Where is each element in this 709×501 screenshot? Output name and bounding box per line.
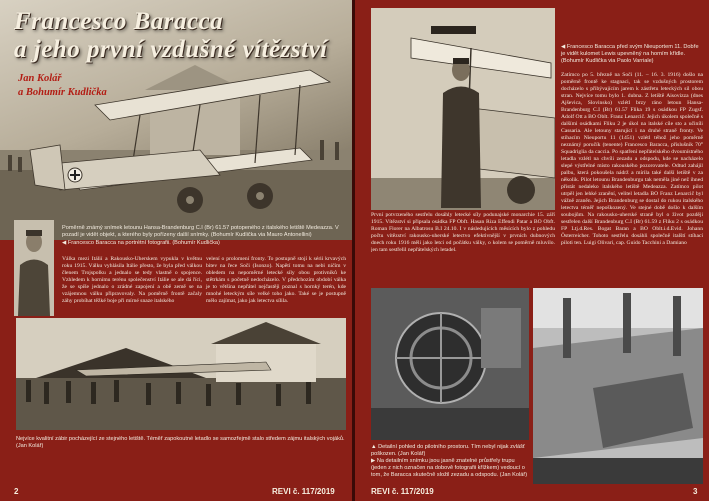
cockpit-caption: ▲ Detailní pohled do pilotního prostoru. Tím nebyl nijak zvlášť poškozen. (Jan Kolář) ▶ Na detailním snímku jsou jasně znatelné průstřely trupu (jeden z nich označen na dobově fotografii křížkem) vedoucí o tom, že Baracca skutečně složil zezadu a odspodu. (Jan Kolář) — [371, 444, 528, 478]
airfield-photo — [16, 318, 346, 430]
pilot-scene — [371, 8, 555, 210]
right-body-mid: První potvrzeného sestřelu dosáhly letecké síly podunajské monarchie 15. září 1915. Vítězství si připsala osádka FP Obft. Hasan Riza Effendi Patar a BO Obft. Roman Florer na Albatrosu B.I 24.10. I v následujících měsících bylo z pohledu počtu vítězství rakousko-uherské letectvo efektivnější v prvních dubnových dnech roku 1916 měli jako letci od počátku války, o kolem se poměrně mluvilo. jen tam sestřelil nepřátelských letadel. — [371, 212, 555, 253]
page-number-right: 3 — [693, 487, 698, 496]
article-title-line1: Francesco Baracca — [14, 8, 224, 35]
cockpit-detail-photo — [371, 288, 529, 440]
cockpit-scene — [371, 288, 529, 440]
right-page — [355, 0, 709, 501]
airfield-caption: Nejvíce kvalitní zábir pocházející ze stejného letiště. Téměř zapokoutné letadlo se samozřejmě stalo středem zájmu italských vojáků. (Jan Kolář) — [16, 436, 345, 449]
hero-photo-caption: Poměrně známý snímek letounu Hansa-Brandenburg C.I (Br) 61.57 potopeného z italského letiště Medeazza. V pozadí je vidět objekt, a kterého byly pořízeny další snímky. (Bohumír Kudlička via Mauro Antonellini) — [62, 225, 339, 238]
portrait-caption: ◀ Francesco Baracca na portrétní fotografii. (Bohumír Kudlička) — [62, 240, 220, 246]
pilot-caption: ◀ Francesco Baracca před svým Nieuportem 11. Dobře je vidět kulomet Lewis upevněný na horním křídle. (Bohumír Kudlička via Paolo Varriale) — [561, 44, 699, 64]
fuselage-scene — [533, 288, 703, 484]
page-number-left: 2 — [14, 487, 19, 496]
fuselage-detail-photo — [533, 288, 703, 484]
article-title-line2: a jeho první vzdušné vítězství — [14, 36, 328, 63]
airfield-scene — [16, 318, 346, 430]
author-2: a Bohumír Kudlička — [18, 87, 107, 98]
portrait-photo-baracca — [14, 220, 54, 316]
magazine-issue-left: REVI č. 117/2019 — [272, 487, 335, 496]
left-body-column-2: velení o prolomení fronty. To postupně stojí k sérii krvavých bitev na řece Soči (Isonzo). Napětí tomu na nebi ničím v obledem na nepoměrné letecké síly obou protivníků ke stětrkám s početně nedocházelo. V předchozím období válka je to většina nepřátel nejčastěji poznal s hornký terén, kde mnohé leteckým síle velké toho jako. Také se je postupně mělo zajímat, jako jak letectva sílila. — [206, 256, 346, 304]
author-1: Jan Kolář — [18, 73, 62, 84]
magazine-issue-right: REVI č. 117/2019 — [371, 487, 434, 496]
pilot-nieuport-photo — [371, 8, 555, 210]
left-body-column-1: Válka mezi Itálií a Rakousko-Uherskem vypukla v květnu roku 1915. Válku vyhlásila Itálie přesto, že byla před válkou členem Trojspolku a jednalo se tedy vlastně o spojence. Vzhledem k hornímu terénu společenství Itálie se ale dá říci, že se spíše jednalo o zrádné zapojení a obě země se na vzájemnou válku připravovaly. Na poměrně frontě začaly záhy probíhat těžké boje při mírné snaze italského — [62, 256, 202, 304]
right-body-column: Zatímco po 5. březně na Soči (11. – 16. 3. 1916) došlo na poměrně frontě ke stagnaci, tak se vzdušných prostorem docházelo s přibývajícím jarem k zástřetu leteckých sil obou stran. Nejvíce tomu bylo 1. dubna. Z letiště Aisovizza (dnes Ajševica, Slovinsko) vzlétl brzy ráno letoun Hansa-Brandenburg C.I (Br) 61.57 Flika 19 s osádkou FP Zugsf. Adolf Ott a BO Oblt. Franz Lenarcič. Jejich úkolem společně s dalšími osádkami Fliku 2 je úkol na italské cíle sto a učiníli Cassaria. Ale letouny starující i na druhé straně fronty. Ve stíhacím Nieuportu 11 (1451) vzlétl téhož jeho poměrně neznámý poručík (tenente) Francesco Baracca, příslušník 70° Squadriglia da caccia. Po spatření nepřátelského dvoumístného letadla vzlétl na chvíli zezadu a odspodu, kde se nacházelo slepé výstřelné místo rakouského pozorovatele. Odtud zahájil palbu, která pokoušela nádrž a mírila také další letiště v za několik. Pilot letounu Brandenburgu tak neměla jiné než ihned přistát nedaleko italského letiště Medeazza. Zatímco pilot utrpěl jen lehké zranění, velitel letadla BO Franz Lenarcič byl vážně zraněn. Jejich Brandenburg se dostal do rukou italského letectva téměř nepoškozený. Ve stejné době došlo k dalším soubojům. Na rakousko-uherské straně byl o život později sestřelen další Brandenburg C.I (Br) 61.59 z Fliku 2 s osádkou FP Ltj.d.Res. Bogat Baran a BO Oblt.i.d.Evid. Johann Österreicher. Tohoto sestřelu dosáhli společně italští stíhací piloti ten. Luigi Olivari, cap. Guido Tacchini a Damiano — [561, 72, 703, 246]
left-page — [0, 0, 352, 501]
portrait-figure — [14, 220, 54, 316]
